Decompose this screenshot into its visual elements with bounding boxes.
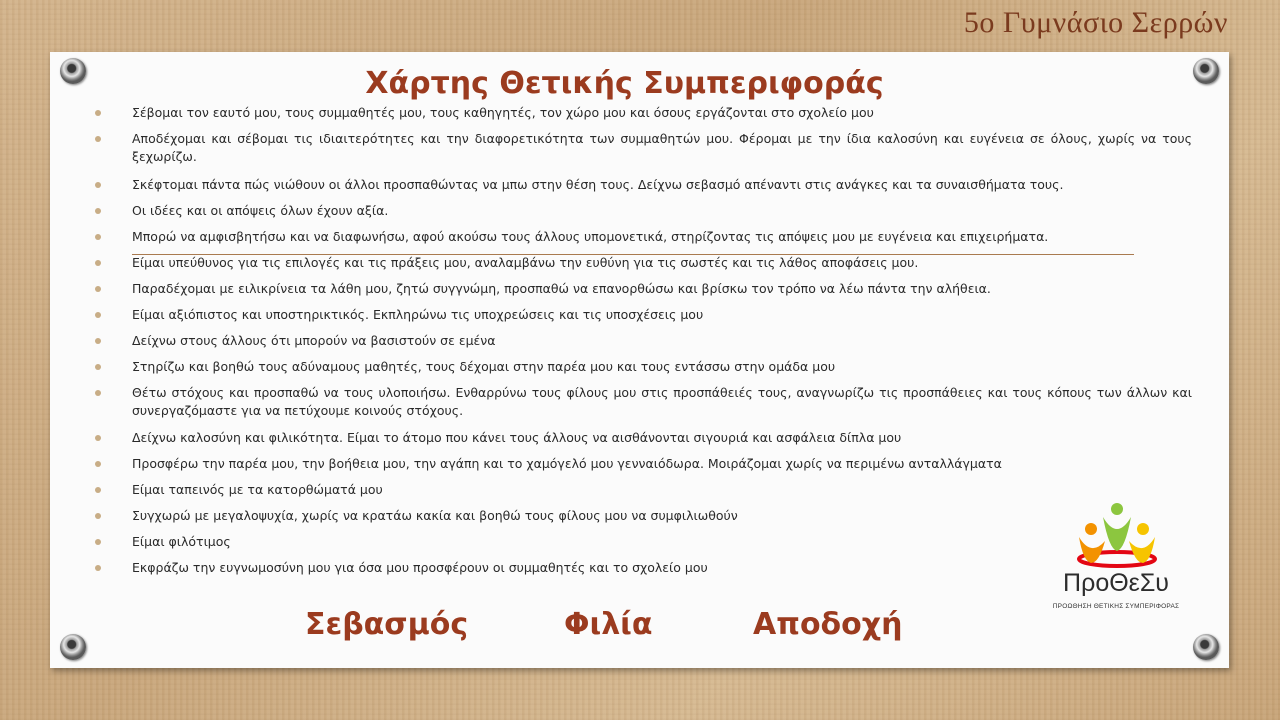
bullet-icon	[95, 539, 101, 545]
bullet-icon	[95, 182, 101, 188]
list-item-text: Σκέφτομαι πάντα πώς νιώθουν οι άλλοι προσπαθώντας να μπω στην θέση τους. Δείχνω σεβασμό απέναντι στις ανάγκες και τα συναισθήματα τους.	[132, 177, 1064, 192]
bullet-icon	[95, 390, 101, 396]
poster-sheet	[50, 52, 1229, 668]
bullet-icon	[95, 487, 101, 493]
list-item-text: Είμαι φιλότιμος	[132, 534, 231, 549]
poster-title: Χάρτης Θετικής Συμπεριφοράς	[365, 66, 884, 101]
list-item	[94, 254, 1192, 272]
bullet-icon	[95, 136, 101, 142]
divider-line	[132, 254, 1134, 255]
bullet-icon	[95, 110, 101, 116]
list-item	[94, 533, 1192, 551]
value-friendship: Φιλία	[564, 607, 653, 642]
bullet-icon	[95, 461, 101, 467]
list-item-text: Αποδέχομαι και σέβομαι τις ιδιαιτερότητες και την διαφορετικότητα των συμμαθητών μου. Φέρομαι με την ίδια καλοσύνη και ευγένεια σε όλους, χωρίς να τους ξεχωρίζω.	[132, 131, 1192, 164]
bullet-icon	[95, 364, 101, 370]
list-item	[94, 332, 1192, 350]
list-item	[94, 507, 1192, 525]
bullet-icon	[95, 338, 101, 344]
list-item	[94, 130, 1192, 166]
list-item-text: Θέτω στόχους και προσπαθώ να τους υλοποιήσω. Ενθαρρύνω τους φίλους μου στις προσπάθειές τους, αναγνωρίζω τις προσπάθειες και τους κόπους των άλλων και συνεργαζόμαστε για να πετύχουμε κοινούς στόχους.	[132, 385, 1192, 418]
list-item-text: Σέβομαι τον εαυτό μου, τους συμμαθητές μου, τους καθηγητές, τον χώρο μου και όσους εργάζονται στο σχολείο μου	[132, 105, 874, 120]
list-item	[94, 481, 1192, 499]
bullet-icon	[95, 286, 101, 292]
value-respect: Σεβασμός	[305, 607, 469, 642]
list-item-text: Είμαι αξιόπιστος και υποστηρικτικός. Εκπληρώνω τις υποχρεώσεις και τις υποσχέσεις μου	[132, 307, 704, 322]
list-item	[94, 559, 1192, 577]
list-item	[94, 358, 1192, 376]
list-item	[94, 455, 1192, 473]
list-item	[94, 280, 1192, 298]
logo-name: ΠροΘεΣυ	[1063, 569, 1169, 597]
list-item-text: Είμαι υπεύθυνος για τις επιλογές και τις πράξεις μου, αναλαμβάνω την ευθύνη για τις σωστές και τις λάθος αποφάσεις μου.	[132, 255, 919, 270]
list-item	[94, 228, 1192, 246]
bullet-icon	[95, 565, 101, 571]
list-item-text: Δείχνω καλοσύνη και φιλικότητα. Είμαι το άτομο που κάνει τους άλλους να αισθάνονται σιγουριά και ασφάλεια δίπλα μου	[132, 430, 902, 445]
bullet-icon	[95, 234, 101, 240]
school-name: 5ο Γυμνάσιο Σερρών	[963, 6, 1228, 39]
list-item	[94, 429, 1192, 447]
list-item-text: Οι ιδέες και οι απόψεις όλων έχουν αξία.	[132, 203, 389, 218]
list-item-text: Προσφέρω την παρέα μου, την βοήθεια μου, την αγάπη και το χαμόγελό μου γενναιόδωρα. Μοιράζομαι χωρίς να περιμένω ανταλλάγματα	[132, 456, 1002, 471]
list-item-text: Στηρίζω και βοηθώ τους αδύναμους μαθητές, τους δέχομαι στην παρέα μου και τους εντάσσω στην ομάδα μου	[132, 359, 836, 374]
bullet-icon	[95, 435, 101, 441]
logo-tagline: ΠΡΟΩΘΗΣΗ ΘΕΤΙΚΗΣ ΣΥΜΠΕΡΙΦΟΡΑΣ	[1052, 603, 1180, 610]
bullet-icon	[95, 312, 101, 318]
bullet-icon	[95, 208, 101, 214]
list-item-text: Είμαι ταπεινός με τα κατορθώματά μου	[132, 482, 383, 497]
list-item-text: Συγχωρώ με μεγαλοψυχία, χωρίς να κρατάω κακία και βοηθώ τους φίλους μου να συμφιλιωθούν	[132, 508, 738, 523]
list-item-text: Εκφράζω την ευγνωμοσύνη μου για όσα μου προσφέρουν οι συμμαθητές και το σχολείο μου	[132, 560, 708, 575]
people-figures-icon	[1051, 501, 1181, 571]
bullet-icon	[95, 260, 101, 266]
value-acceptance: Αποδοχή	[753, 607, 903, 642]
list-item	[94, 202, 1192, 220]
list-item	[94, 384, 1192, 420]
protheSy-logo	[1051, 501, 1181, 619]
list-item-text: Δείχνω στους άλλους ότι μπορούν να βασιστούν σε εμένα	[132, 333, 496, 348]
list-item	[94, 104, 1192, 122]
list-item	[94, 176, 1192, 194]
list-item-text: Μπορώ να αμφισβητήσω και να διαφωνήσω, αφού ακούσω τους άλλους υπομονετικά, στηρίζοντας τις απόψεις μου με ευγένεια και επιχειρήματα.	[132, 229, 1049, 244]
behavior-list	[94, 104, 1192, 585]
bullet-icon	[95, 513, 101, 519]
list-item-text: Παραδέχομαι με ειλικρίνεια τα λάθη μου, ζητώ συγγνώμη, προσπαθώ να επανορθώσω και βρίσκω τον τρόπο να λέω πάντα την αλήθεια.	[132, 281, 991, 296]
list-item	[94, 306, 1192, 324]
